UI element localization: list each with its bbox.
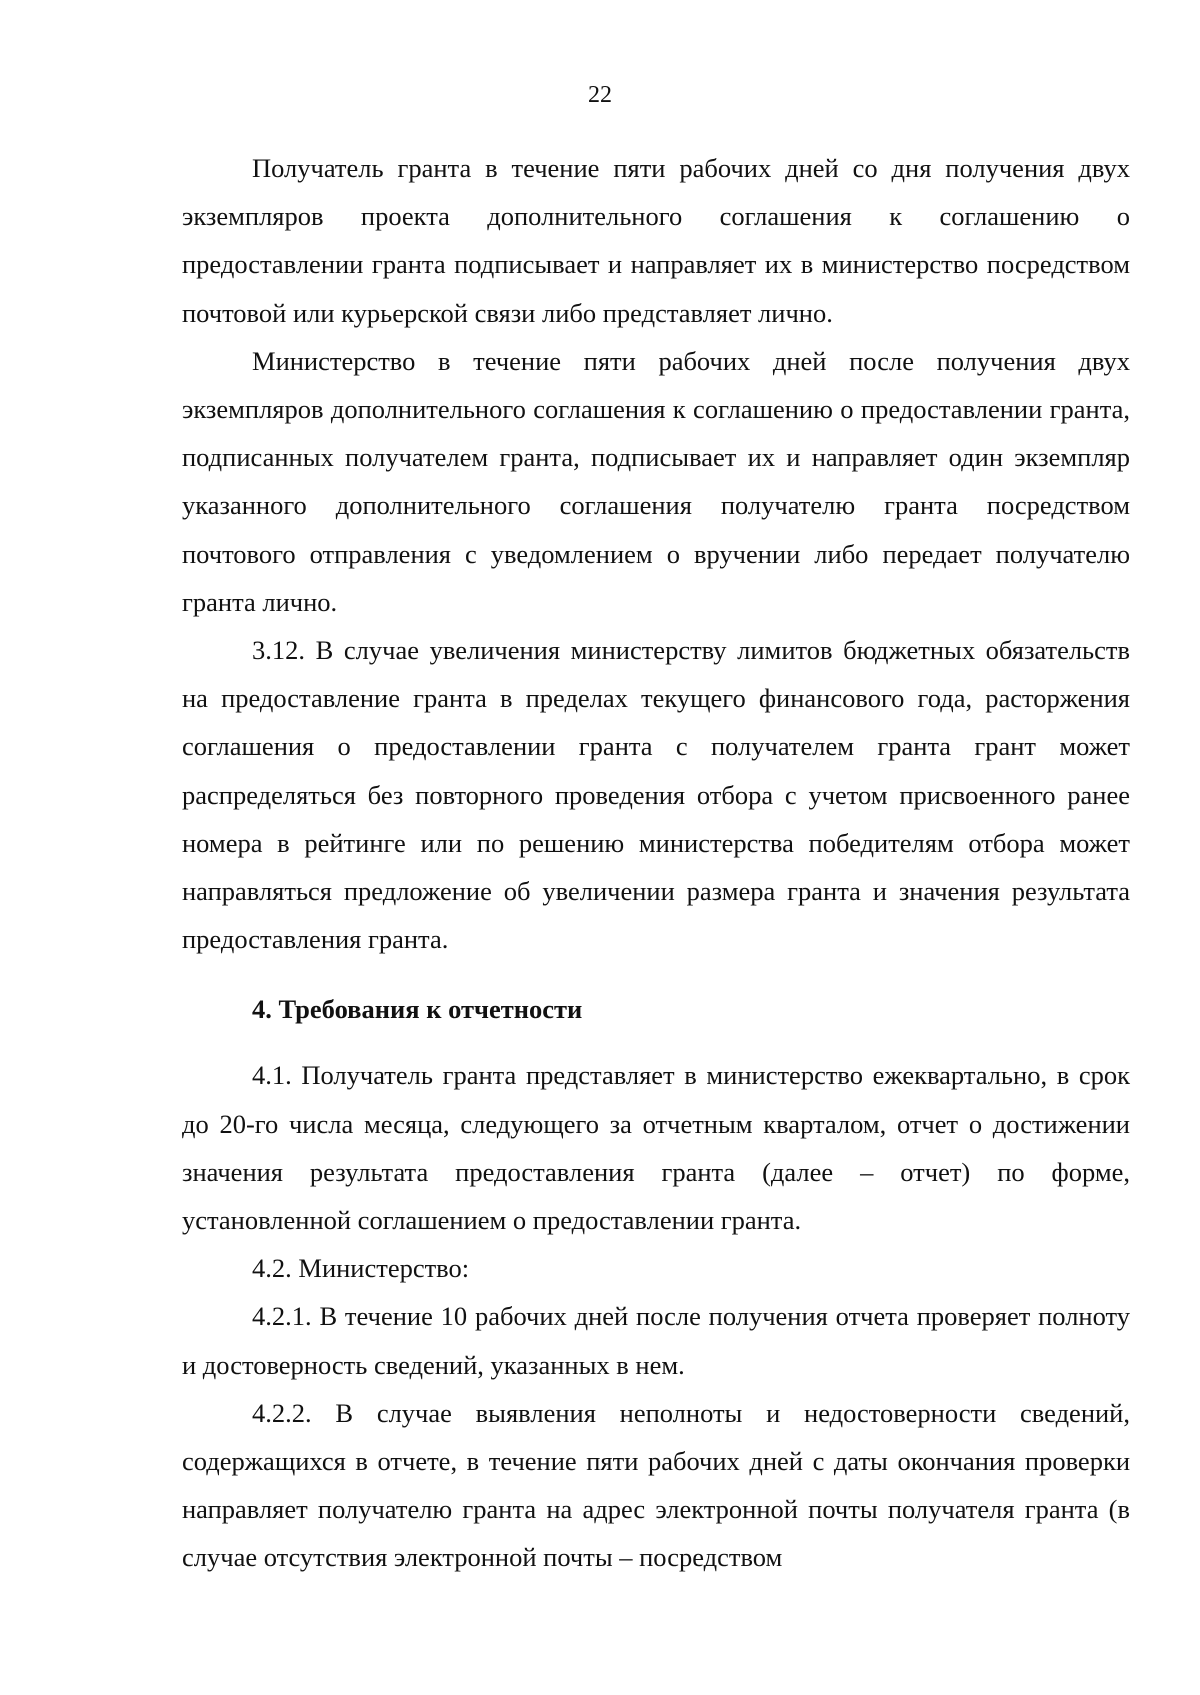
document-body (182, 144, 1130, 1582)
paragraph-3-12: 3.12. В случае увеличения министерству лимитов бюджетных обязательств на предоставление гранта в пределах текущего финансового года, расторжения соглашения о предоставлении гранта с получателем гранта грант может распределяться без повторного проведения отбора с учетом присвоенного ранее номера в рейтинге или по решению министерства победителям отбора может направляться предложение об увеличении размера гранта и значения результата предоставления гранта. (182, 635, 1130, 955)
paragraph-ministry-signing: Министерство в течение пяти рабочих дней после получения двух экземпляров дополнительного соглашения к соглашению о предоставлении гранта, подписанных получателем гранта, подписывает их и направляет один экземпляр указанного дополнительного соглашения получателю гранта посредством почтового отправления с уведомлением о вручении либо передает получателю гранта лично. (182, 345, 1130, 617)
paragraph-4-2: 4.2. Министерство: (252, 1253, 470, 1284)
paragraph-4-2-2: 4.2.2. В случае выявления неполноты и недостоверности сведений, содержащихся в отчете, в течение пяти рабочих дней с даты окончания проверки направляет получателю гранта на адрес электронной почты получателя гранта (в случае отсутствия электронной почты – посредством (182, 1397, 1130, 1573)
paragraph-4-1: 4.1. Получатель гранта представляет в министерство ежеквартально, в срок до 20-го числа месяца, следующего за отчетным кварталом, отчет о достижении значения результата предоставления гранта (далее – отчет) по форме, установленной соглашением о предоставлении гранта. (182, 1060, 1130, 1236)
paragraph-4-2-1: 4.2.1. В течение 10 рабочих дней после получения отчета проверяет полноту и достоверность сведений, указанных в нем. (182, 1301, 1130, 1380)
paragraph-recipient-signing: Получатель гранта в течение пяти рабочих дней со дня получения двух экземпляров проекта дополнительного соглашения к соглашению о предоставлении гранта подписывает и направляет их в министерство посредством почтовой или курьерской связи либо представляет лично. (182, 153, 1130, 328)
page-number: 22 (588, 82, 612, 108)
section-heading-reporting: 4. Требования к отчетности (252, 994, 583, 1025)
